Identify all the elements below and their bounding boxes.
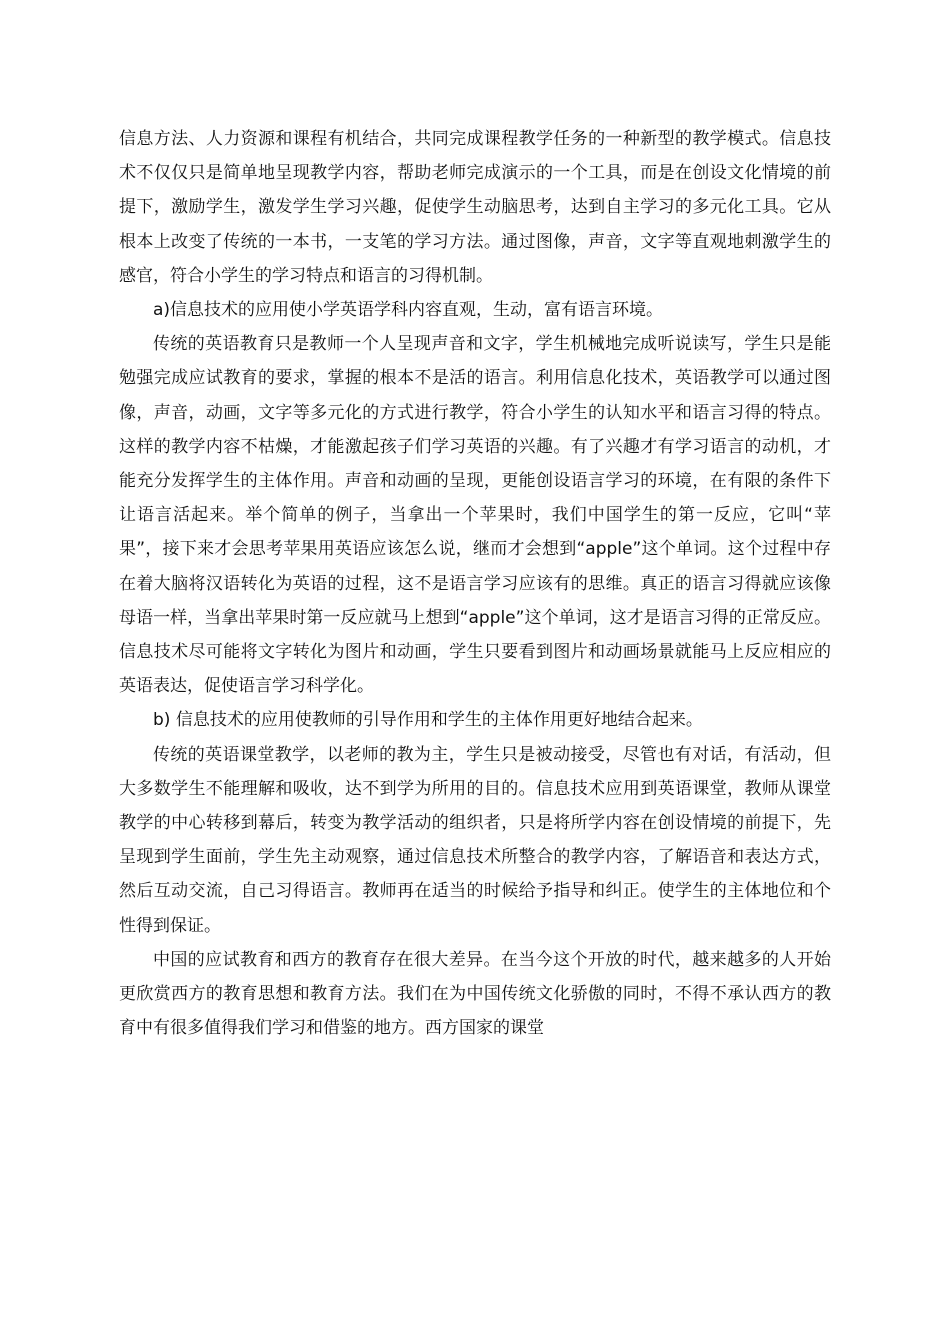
paragraph-section-a: 传统的英语教育只是教师一个人呈现声音和文字，学生机械地完成听说读写，学生只是能勉强完成应试教育的要求，掌握的根本不是活的语言。利用信息化技术，英语教学可以通过图像，声音，动画，文字等多元化的方式进行教学，符合小学生的认知水平和语言习得的特点。这样的教学内容不枯燥，才能激起孩子们学习英语的兴趣。有了兴趣才有学习语言的动机，才能充分发挥学生的主体作用。声音和动画的呈现，更能创设语言学习的环境，在有限的条件下让语言活起来。举个简单的例子，当拿出一个苹果时，我们中国学生的第一反应，它叫“苹果”，接下来才会思考苹果用英语应该怎么说，继而才会想到“apple”这个单词。这个过程中存在着大脑将汉语转化为英语的过程，这不是语言学习应该有的思维。真正的语言习得就应该像母语一样，当拿出苹果时第一反应就马上想到“apple”这个单词，这才是语言习得的正常反应。信息技术尽可能将文字转化为图片和动画，学生只要看到图片和动画场景就能马上反应相应的英语表达，促使语言学习科学化。: [119, 334, 831, 697]
document-body: [119, 122, 831, 1045]
paragraph-comparison: 中国的应试教育和西方的教育存在很大差异。在当今这个开放的时代，越来越多的人开始更欣赏西方的教育思想和教育方法。我们在为中国传统文化骄傲的同时，不得不承认西方的教育中有很多值得我们学习和借鉴的地方。西方国家的课堂: [119, 949, 831, 1039]
paragraph-intro: 信息方法、人力资源和课程有机结合，共同完成课程教学任务的一种新型的教学模式。信息技术不仅仅只是简单地呈现教学内容，帮助老师完成演示的一个工具，而是在创设文化情境的前提下，激励学生，激发学生学习兴趣，促使学生动脑思考，达到自主学习的多元化工具。它从根本上改变了传统的一本书，一支笔的学习方法。通过图像，声音，文字等直观地刺激学生的感官，符合小学生的学习特点和语言的习得机制。: [119, 129, 831, 286]
section-heading-b: b) 信息技术的应用使教师的引导作用和学生的主体作用更好地结合起来。: [153, 710, 703, 731]
paragraph-section-b: 传统的英语课堂教学，以老师的教为主，学生只是被动接受，尽管也有对话，有活动，但大多数学生不能理解和吸收，达不到学为所用的目的。信息技术应用到英语课堂，教师从课堂教学的中心转移到幕后，转变为教学活动的组织者，只是将所学内容在创设情境的前提下，先呈现到学生面前，学生先主动观察，通过信息技术所整合的教学内容，了解语音和表达方式，然后互动交流，自己习得语言。教师再在适当的时候给予指导和纠正。使学生的主体地位和个性得到保证。: [119, 744, 831, 936]
section-heading-a: a)信息技术的应用使小学英语学科内容直观，生动，富有语言环境。: [153, 300, 664, 321]
